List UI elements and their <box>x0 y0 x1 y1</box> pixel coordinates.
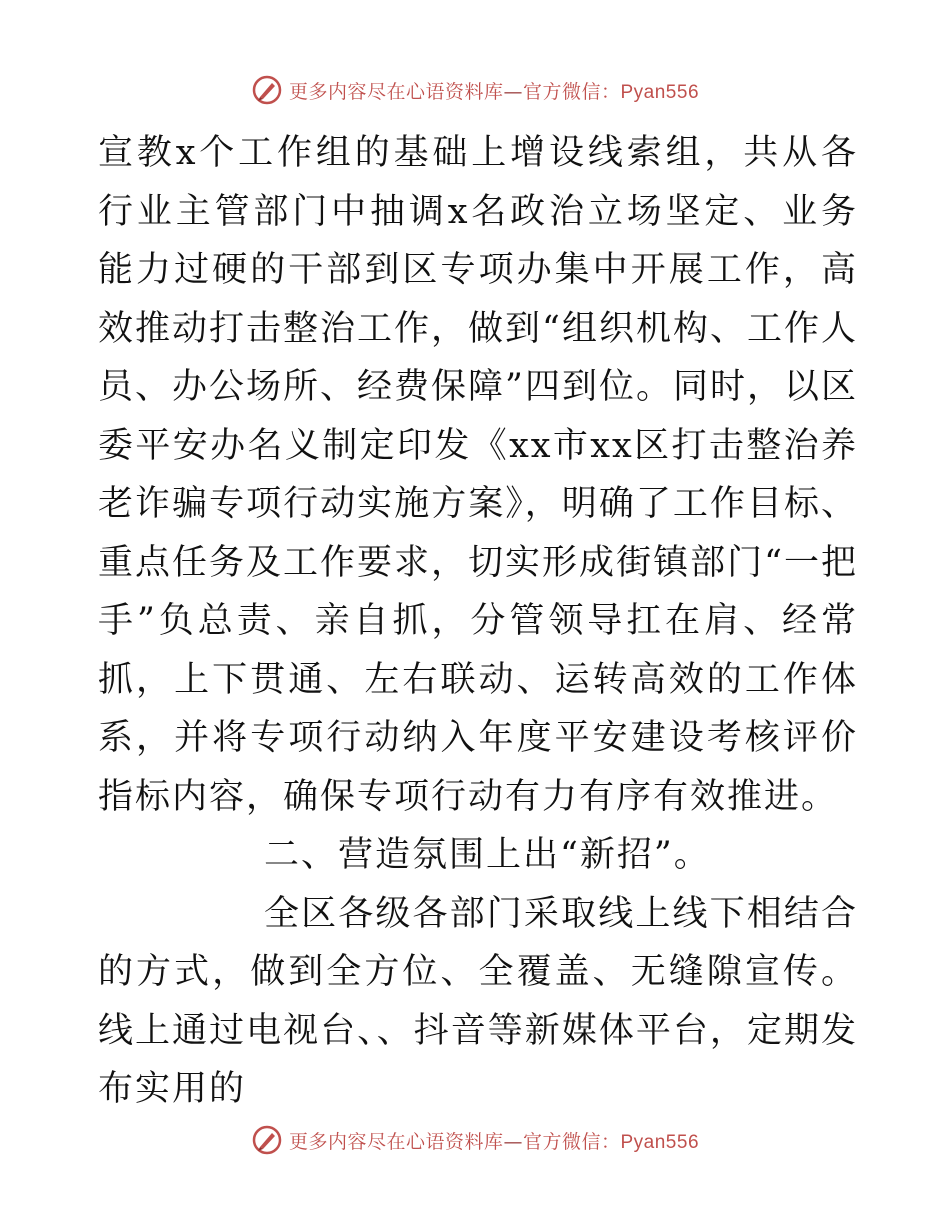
watermark-footer <box>0 1120 950 1160</box>
watermark-separator: — <box>503 80 523 103</box>
watermark-handle: Pyan556 <box>620 1131 700 1153</box>
watermark-official: 官方微信： <box>522 80 621 103</box>
watermark-handle: Pyan556 <box>620 81 700 103</box>
pen-logo-icon <box>251 74 283 106</box>
watermark-official: 官方微信： <box>522 1130 621 1153</box>
watermark-site: 更多内容尽在心语资料库 <box>288 1130 504 1153</box>
section-heading-2: 二、营造氛围上出“新招”。 <box>264 835 711 875</box>
document-body <box>98 124 858 1119</box>
watermark-header <box>0 70 950 110</box>
watermark-text <box>289 1127 699 1154</box>
paragraph-2: 全区各级各部门采取线上线下相结合的方式，做到全方位、全覆盖、无缝隙宣传。线上通过电视台、、抖音等新媒体平台，定期发布实用的 <box>98 893 858 1109</box>
watermark-site: 更多内容尽在心语资料库 <box>288 80 504 103</box>
paragraph-1: 宣教x个工作组的基础上增设线索组，共从各行业主管部门中抽调x名政治立场坚定、业务能力过硬的干部到区专项办集中开展工作，高效推动打击整治工作，做到“组织机构、工作人员、办公场所、经费保障”四到位。同时，以区委平安办名义制定印发《xx市xx区打击整治养老诈骗专项行动实施方案》，明确了工作目标、重点任务及工作要求，切实形成街镇部门“一把手”负总责、亲自抓，分管领导扛在肩、经常抓，上下贯通、左右联动、运转高效的工作体系，并将专项行动纳入年度平安建设考核评价指标内容，确保专项行动有力有序有效推进。 <box>98 133 858 817</box>
watermark-separator: — <box>503 1130 523 1153</box>
pen-logo-icon <box>251 1124 283 1156</box>
watermark-text <box>289 77 699 104</box>
